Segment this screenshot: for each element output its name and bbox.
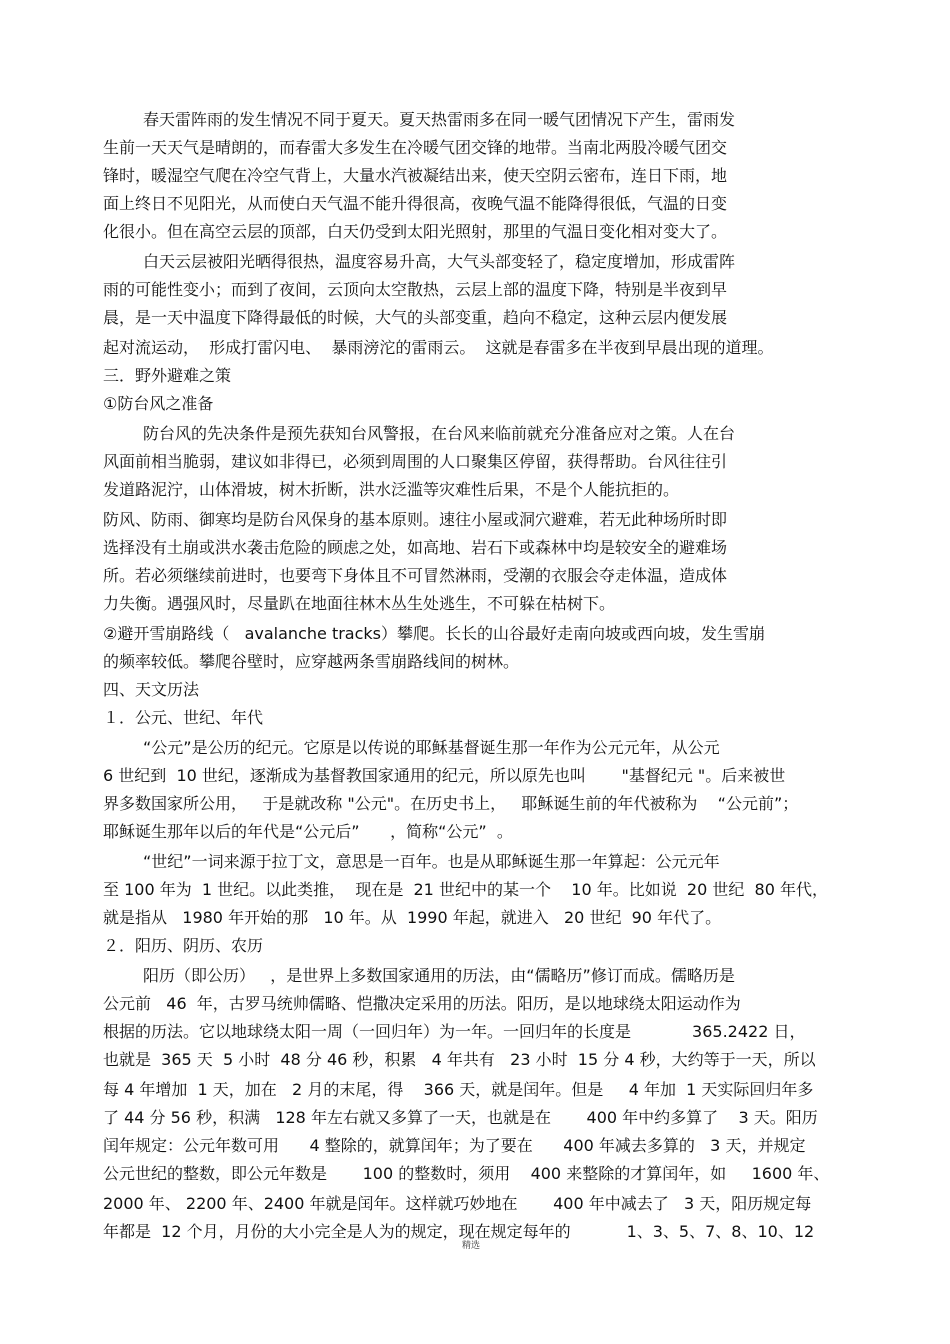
- paragraph-line: 雨的可能性变小；而到了夜间，云顶向太空散热，云层上部的温度下降，特别是半夜到早: [103, 280, 728, 299]
- paragraph-line: 防台风的先决条件是预先获知台风警报，在台风来临前就充分准备应对之策。人在台: [143, 424, 736, 443]
- paragraph-line: 6 世纪到 10 世纪，逐渐成为基督教国家通用的纪元，所以原先也叫 "基督纪元 "。后来被世: [103, 766, 786, 785]
- paragraph-line: 闰年规定：公元年数可用 4 整除的，就算闰年；为了要在 400 年减去多算的 3 天，并规定: [103, 1136, 806, 1155]
- paragraph-line: 风面前相当脆弱，建议如非得已，必须到周围的人口聚集区停留，获得帮助。台风往往引: [103, 452, 728, 471]
- paragraph-line: 耶稣诞生那年以后的年代是“公元后” ，简称“公元” 。: [103, 822, 513, 841]
- paragraph-line: 白天云层被阳光晒得很热，温度容易升高，大气头部变轻了，稳定度增加，形成雷阵: [143, 252, 736, 271]
- subsection-heading: ①防台风之准备: [103, 394, 214, 413]
- paragraph-line: 了 44 分 56 秒，积满 128 年左右就又多算了一天，也就是在 400 年中约多算了 3 天。阳历: [103, 1108, 818, 1127]
- paragraph-line: 发道路泥泞，山体滑坡，树木折断，洪水泛滥等灾难性后果，不是个人能抗拒的。: [103, 480, 680, 499]
- section-heading: 三．野外避难之策: [103, 366, 232, 385]
- subsection-heading: １．公元、世纪、年代: [103, 708, 264, 727]
- paragraph-line: 化很小。但在高空云层的顶部，白天仍受到太阳光照射，那里的气温日变化相对变大了。: [103, 222, 728, 241]
- paragraph-line: 2000 年、 2200 年、2400 年就是闰年。这样就巧妙地在 400 年中减去了 3 天，阳历规定每: [103, 1194, 812, 1213]
- paragraph-line: 至 100 年为 1 世纪。以此类推， 现在是 21 世纪中的某一个 10 年。比如说 20 世纪 80 年代，: [103, 880, 828, 899]
- paragraph-line: “世纪”一词来源于拉丁文，意思是一百年。也是从耶稣诞生那一年算起：公元元年: [143, 852, 720, 871]
- paragraph-line: 春天雷阵雨的发生情况不同于夏天。夏天热雷雨多在同一暖气团情况下产生，雷雨发: [143, 110, 736, 129]
- paragraph-line: 所。若必须继续前进时，也要弯下身体且不可冒然淋雨，受潮的衣服会夺走体温，造成体: [103, 566, 728, 585]
- paragraph-line: 防风、防雨、御寒均是防台风保身的基本原则。速往小屋或洞穴避难，若无此种场所时即: [103, 510, 728, 529]
- paragraph-line: 公元前 46 年，古罗马统帅儒略、恺撒决定采用的历法。阳历，是以地球绕太阳运动作为: [103, 994, 741, 1013]
- paragraph-line: 根据的历法。它以地球绕太阳一周（一回归年）为一年。一回归年的长度是 365.2422 日，: [103, 1022, 806, 1041]
- paragraph-line: 的频率较低。攀爬谷壁时，应穿越两条雪崩路线间的树林。: [103, 652, 520, 671]
- subsection-heading: ２．阳历、阴历、农历: [103, 936, 264, 955]
- section-heading: 四、天文历法: [103, 680, 200, 699]
- paragraph-line: ②避开雪崩路线（ avalanche tracks）攀爬。长长的山谷最好走南向坡或西向坡，发生雪崩: [103, 624, 765, 643]
- paragraph-line: 也就是 365 天 5 小时 48 分 46 秒，积累 4 年共有 23 小时 15 分 4 秒，大约等于一天，所以: [103, 1050, 816, 1069]
- paragraph-line: 晨，是一天中温度下降得最低的时候，大气的头部变重，趋向不稳定，这种云层内便发展: [103, 308, 728, 327]
- paragraph-line: “公元”是公历的纪元。它原是以传说的耶稣基督诞生那一年作为公元元年，从公元: [143, 738, 720, 757]
- paragraph-line: 阳历（即公历） ，是世界上多数国家通用的历法，由“儒略历”修订而成。儒略历是: [143, 966, 735, 985]
- paragraph-line: 力失衡。遇强风时，尽量趴在地面往林木丛生处逃生，不可躲在枯树下。: [103, 594, 616, 613]
- paragraph-line: 生前一天天气是晴朗的，而春雷大多发生在冷暖气团交锋的地带。当南北两股冷暖气团交: [103, 138, 728, 157]
- paragraph-line: 每 4 年增加 1 天，加在 2 月的末尾，得 366 天，就是闰年。但是 4 年加 1 天实际回归年多: [103, 1080, 814, 1099]
- paragraph-line: 面上终日不见阳光，从而使白天气温不能升得很高，夜晚气温不能降得很低，气温的日变: [103, 194, 728, 213]
- paragraph-line: 锋时，暖湿空气爬在冷空气背上，大量水汽被凝结出来，使天空阴云密布，连日下雨，地: [103, 166, 728, 185]
- paragraph-line: 年都是 12 个月，月份的大小完全是人为的规定，现在规定每年的 1、3、5、7、8、10、12: [103, 1222, 815, 1241]
- paragraph-line: 选择没有土崩或洪水袭击危险的顾虑之处，如高地、岩石下或森林中均是较安全的避难场: [103, 538, 728, 557]
- paragraph-line: 公元世纪的整数，即公元年数是 100 的整数时，须用 400 来整除的才算闰年，如 1600 年、: [103, 1164, 830, 1183]
- paragraph-line: 就是指从 1980 年开始的那 10 年。从 1990 年起，就进入 20 世纪 90 年代了。: [103, 908, 722, 927]
- paragraph-line: 界多数国家所公用， 于是就改称 "公元"。在历史书上， 耶稣诞生前的年代被称为 “公元前”；: [103, 794, 799, 813]
- paragraph-line: 起对流运动， 形成打雷闪电、 暴雨滂沱的雷雨云。 这就是春雷多在半夜到早晨出现的道理。: [103, 338, 774, 357]
- page-footer: 精选: [462, 1241, 481, 1251]
